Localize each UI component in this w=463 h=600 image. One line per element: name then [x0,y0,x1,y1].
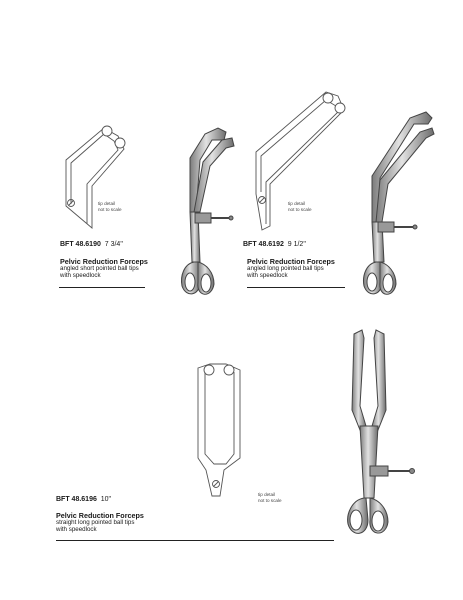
tip-note-line: not to scale [98,206,122,212]
product-description-2 [247,265,324,280]
tip-note-line: tip detail [288,201,306,206]
tip-note-3 [258,492,282,503]
tip-detail-drawing-3 [198,364,240,496]
description-line: straight long pointed ball tips [56,519,135,526]
tip-note-line: tip detail [258,492,276,497]
tip-note-line: not to scale [288,206,312,212]
tip-note-line: tip detail [98,201,116,206]
description-line: angled long pointed ball tips [247,265,324,272]
product-size: 9 1/2" [287,241,306,248]
description-line: with speedlock [247,272,288,280]
product-code: BFT 48.6190 [60,241,101,248]
product-description-3 [56,519,134,534]
product-name: Pelvic Reduction Forceps [56,511,144,520]
description-line: with speedlock [56,526,97,534]
product-name: Pelvic Reduction Forceps [247,257,335,266]
product-name: Pelvic Reduction Forceps [60,257,148,266]
product-code: BFT 48.6192 [243,241,284,248]
divider-line [59,287,145,288]
forceps-photo-2 [364,112,435,294]
product-code-row-1 [60,241,123,248]
product-code-row-2 [243,241,306,248]
forceps-photo-3 [348,330,415,533]
product-size: 7 3/4" [104,241,123,248]
product-description-1 [60,265,139,280]
product-size: 10" [100,496,112,503]
divider-line [247,287,345,288]
divider-line [56,540,334,541]
tip-note-1 [98,201,122,212]
tip-note-2 [288,201,312,212]
tip-detail-drawing-1 [66,126,125,228]
description-line: with speedlock [60,272,101,280]
forceps-photo-1 [182,128,235,294]
product-code: BFT 48.6196 [56,496,97,503]
description-line: angled short pointed ball tips [60,265,139,272]
tip-note-line: not to scale [258,497,282,503]
product-code-row-3 [56,496,111,503]
